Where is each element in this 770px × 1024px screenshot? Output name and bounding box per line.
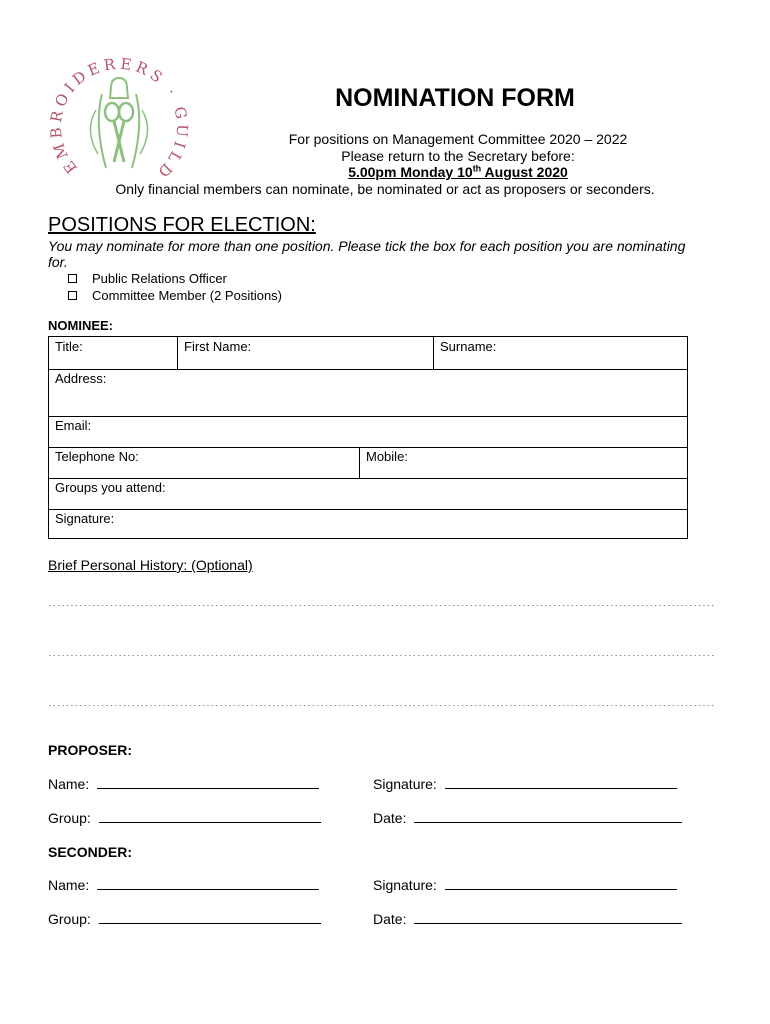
fill-line[interactable]	[414, 911, 682, 924]
return-instructions: Please return to the Secretary before:	[341, 148, 575, 164]
title-field[interactable]	[49, 337, 177, 369]
positions-heading: POSITIONS FOR ELECTION:	[48, 214, 316, 236]
groups-label: Groups you attend:	[55, 480, 166, 495]
nominee-label: NOMINEE:	[48, 318, 113, 333]
field-label: Group:	[48, 810, 91, 826]
field-label: Group:	[48, 911, 91, 927]
field-label: Signature:	[373, 776, 437, 792]
position-label: Committee Member (2 Positions)	[92, 288, 282, 303]
checkbox[interactable]	[68, 274, 77, 283]
proposer-date-field[interactable]	[373, 810, 682, 826]
seconder-name-field[interactable]	[48, 877, 319, 893]
telephone-field[interactable]	[49, 447, 359, 478]
proposer-signature-field[interactable]	[373, 776, 677, 792]
field-label: Date:	[373, 911, 407, 927]
groups-row	[49, 478, 687, 510]
signature-label: Signature:	[55, 511, 115, 526]
field-label: Name:	[48, 877, 90, 893]
deadline-prefix: 5.00pm Monday 10	[348, 164, 473, 180]
positions-instructions: You may nominate for more than one position. Please tick the box for each position you are nominating for.	[48, 238, 686, 270]
address-row	[49, 369, 687, 417]
seconder-date-field[interactable]	[373, 911, 682, 927]
nominee-signature-field[interactable]	[49, 509, 687, 539]
fill-line[interactable]	[99, 810, 321, 823]
mobile-field[interactable]	[359, 447, 687, 478]
committee-period: For positions on Management Committee 2020 – 2022	[288, 131, 628, 147]
surname-field[interactable]	[433, 337, 687, 369]
proposer-name-field[interactable]	[48, 776, 319, 792]
proposer-label: PROPOSER:	[48, 742, 133, 758]
seconder-label: SECONDER:	[48, 844, 133, 860]
fill-line[interactable]	[97, 776, 319, 789]
nominee-name-row	[49, 337, 687, 370]
telephone-label: Telephone No:	[55, 449, 139, 464]
email-field[interactable]	[49, 416, 687, 447]
fill-line[interactable]	[445, 776, 677, 789]
field-label: Signature:	[373, 877, 437, 893]
deadline	[200, 164, 716, 180]
nominee-table	[48, 336, 688, 539]
groups-field[interactable]	[49, 478, 687, 509]
field-label: Date:	[373, 810, 407, 826]
deadline-suffix: August 2020	[481, 164, 568, 180]
surname-label: Surname:	[440, 339, 497, 354]
seconder-signature-field[interactable]	[373, 877, 677, 893]
email-label: Email:	[55, 418, 92, 433]
logo-ring-text: EMBROIDERERS · GUILD	[46, 54, 192, 184]
title-label: Title:	[55, 339, 83, 354]
logo-emblem	[44, 50, 194, 190]
field-label: Name:	[48, 776, 90, 792]
fill-line[interactable]	[97, 877, 319, 890]
history-line[interactable]	[48, 644, 716, 656]
checkbox[interactable]	[68, 291, 77, 300]
position-label: Public Relations Officer	[92, 271, 227, 286]
eligibility-note: Only financial members can nominate, be nominated or act as proposers or seconders.	[115, 181, 655, 197]
seconder-group-field[interactable]	[48, 911, 321, 927]
fill-line[interactable]	[99, 911, 321, 924]
proposer-group-field[interactable]	[48, 810, 321, 826]
email-row	[49, 416, 687, 448]
history-line[interactable]	[48, 594, 716, 606]
first-name-field[interactable]	[177, 337, 433, 369]
mobile-label: Mobile:	[366, 449, 408, 464]
signature-row	[49, 509, 687, 539]
history-line[interactable]	[48, 694, 716, 706]
address-field[interactable]	[49, 369, 687, 416]
fill-line[interactable]	[445, 877, 677, 890]
fill-line[interactable]	[414, 810, 682, 823]
form-title: NOMINATION FORM	[335, 84, 575, 112]
position-option-pro[interactable]	[68, 271, 227, 286]
position-option-committee-member[interactable]	[68, 288, 282, 303]
deadline-ordinal: th	[472, 163, 482, 174]
phone-row	[49, 447, 687, 479]
first-name-label: First Name:	[184, 339, 252, 354]
guild-logo	[44, 50, 194, 190]
history-label: Brief Personal History: (Optional)	[48, 557, 253, 573]
address-label: Address:	[55, 371, 107, 386]
